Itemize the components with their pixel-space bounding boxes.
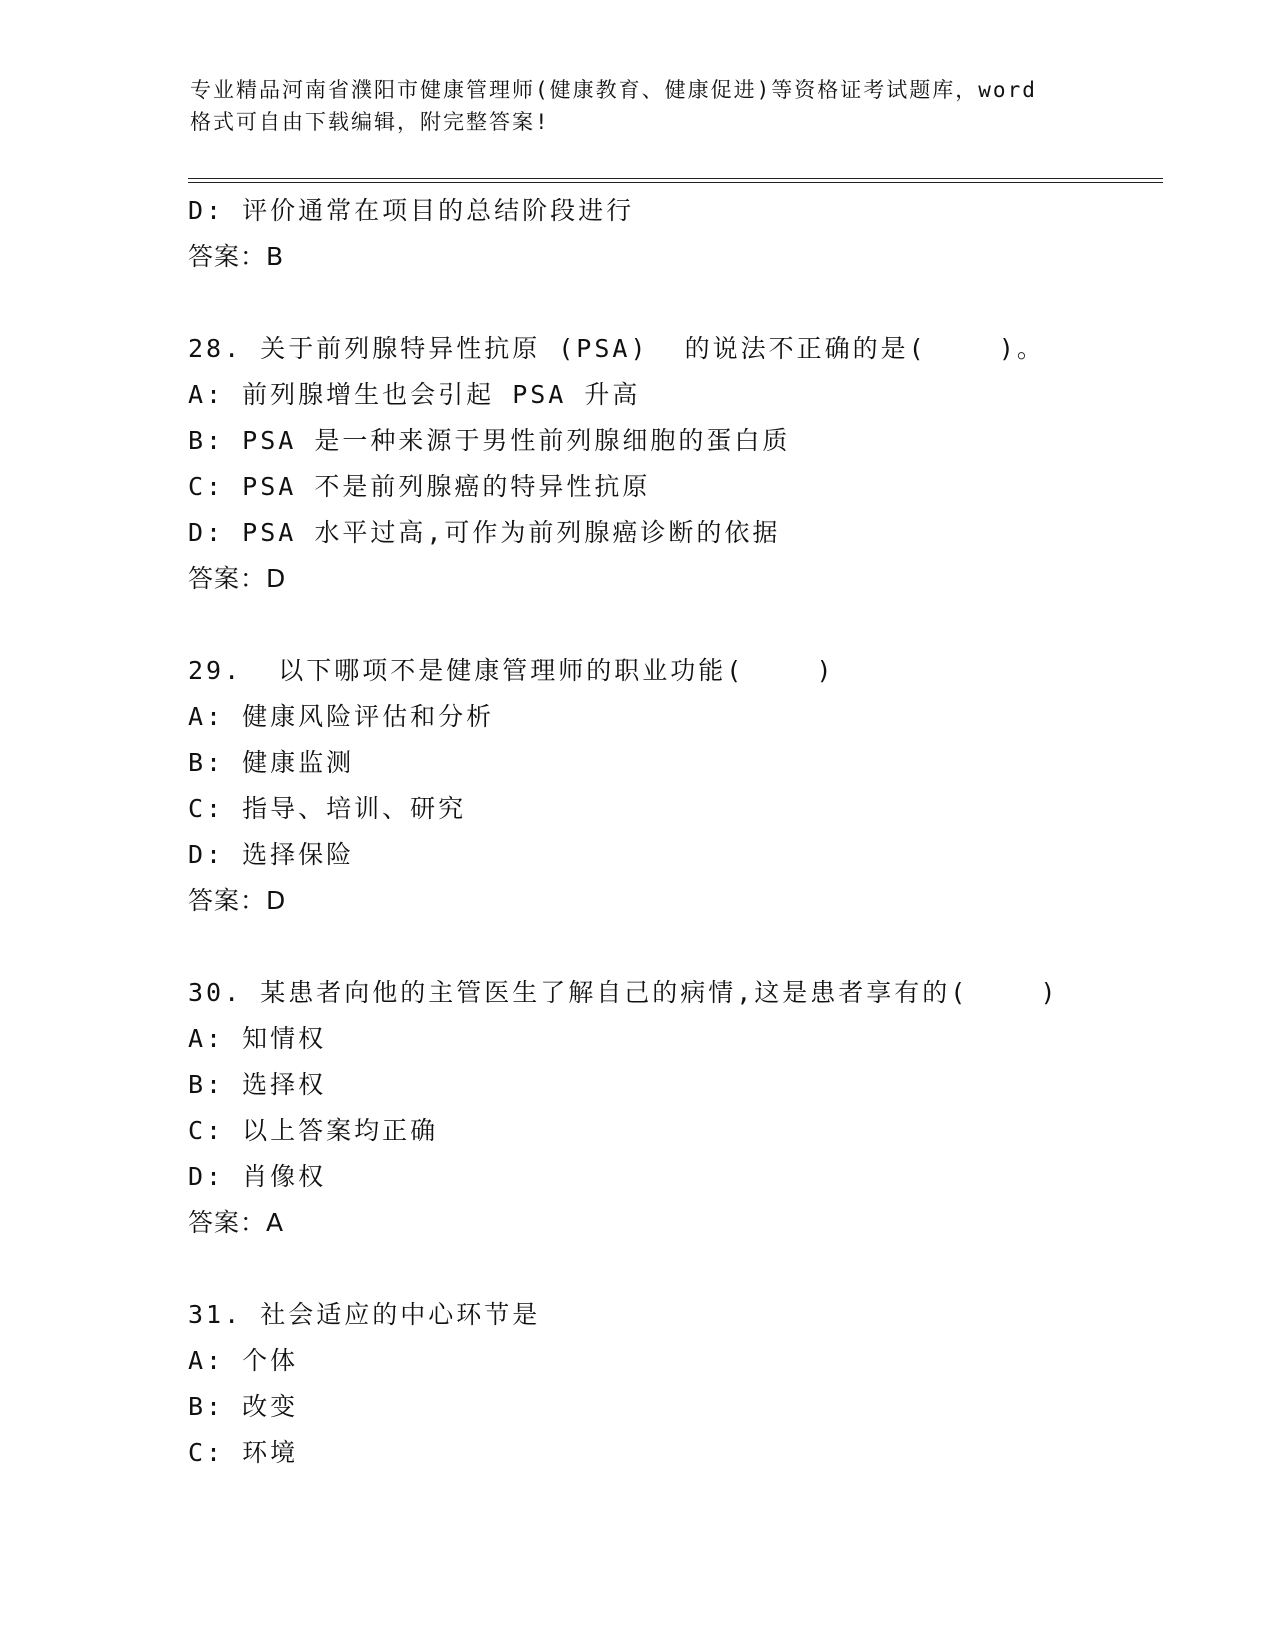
option-a: A: 前列腺增生也会引起 PSA 升高 bbox=[188, 380, 641, 409]
question-list bbox=[188, 188, 1188, 1476]
question-stem: 29. 以下哪项不是健康管理师的职业功能( ) bbox=[188, 656, 835, 685]
option-c: C: 环境 bbox=[188, 1438, 299, 1467]
header-line-1: 专业精品河南省濮阳市健康管理师(健康教育、健康促进)等资格证考试题库，word bbox=[190, 78, 1037, 102]
option-c: C: PSA 不是前列腺癌的特异性抗原 bbox=[188, 472, 651, 501]
answer: 答案：D bbox=[188, 886, 287, 915]
spacer bbox=[188, 602, 1188, 648]
option-a: A: 个体 bbox=[188, 1346, 299, 1375]
option-a: A: 知情权 bbox=[188, 1024, 327, 1053]
option-d: D: 肖像权 bbox=[188, 1162, 327, 1191]
option-b: B: PSA 是一种来源于男性前列腺细胞的蛋白质 bbox=[188, 426, 791, 455]
option-c: C: 指导、培训、研究 bbox=[188, 794, 467, 823]
option-b: B: 选择权 bbox=[188, 1070, 327, 1099]
prev-option-d: D: 评价通常在项目的总结阶段进行 bbox=[188, 196, 635, 225]
option-d: D: 选择保险 bbox=[188, 840, 355, 869]
question-stem: 31. 社会适应的中心环节是 bbox=[188, 1300, 541, 1329]
spacer bbox=[188, 280, 1188, 326]
question-31 bbox=[188, 1292, 1188, 1476]
option-d: D: PSA 水平过高,可作为前列腺癌诊断的依据 bbox=[188, 518, 781, 547]
document-header bbox=[190, 74, 1090, 138]
option-c: C: 以上答案均正确 bbox=[188, 1116, 439, 1145]
header-divider bbox=[188, 178, 1163, 183]
spacer bbox=[188, 924, 1188, 970]
spacer bbox=[188, 1246, 1188, 1292]
question-30 bbox=[188, 970, 1188, 1246]
question-stem: 28. 关于前列腺特异性抗原 (PSA) 的说法不正确的是( )。 bbox=[188, 334, 1045, 363]
option-a: A: 健康风险评估和分析 bbox=[188, 702, 495, 731]
option-b: B: 健康监测 bbox=[188, 748, 355, 777]
answer: 答案：A bbox=[188, 1208, 285, 1237]
option-b: B: 改变 bbox=[188, 1392, 299, 1421]
prev-answer: 答案：B bbox=[188, 242, 285, 271]
question-29 bbox=[188, 648, 1188, 924]
question-stem: 30. 某患者向他的主管医生了解自己的病情,这是患者享有的( ) bbox=[188, 978, 1059, 1007]
question-28 bbox=[188, 326, 1188, 602]
header-line-2: 格式可自由下载编辑，附完整答案! bbox=[190, 110, 550, 134]
answer: 答案：D bbox=[188, 564, 287, 593]
